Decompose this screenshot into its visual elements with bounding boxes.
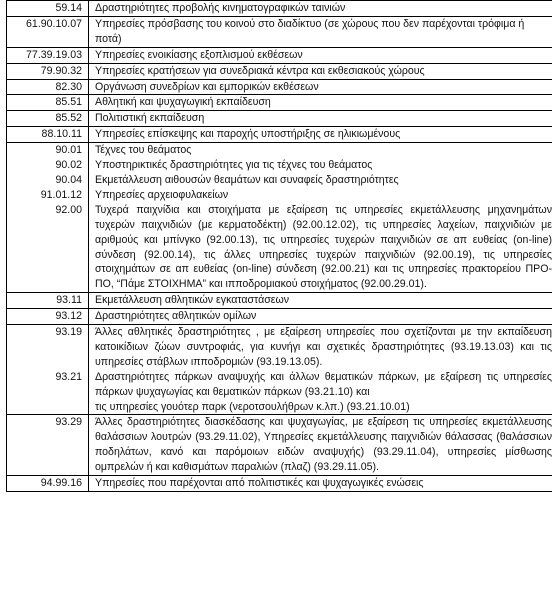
description-text: Αθλητική και ψυχαγωγική εκπαίδευση [95, 96, 271, 109]
activity-code: 88.10.11 [7, 127, 89, 143]
description-text: Υποστηρικτικές δραστηριότητες για τις τέχνες του θεάματος [95, 159, 373, 172]
activity-description [89, 188, 552, 203]
description-text: Τέχνες του θεάματος [95, 144, 192, 157]
table-row [7, 415, 552, 476]
description-text: Υπηρεσίες ενοικίασης εξοπλισμού εκθέσεων [95, 48, 303, 61]
activity-code: 93.11 [7, 293, 89, 309]
activity-description [89, 127, 552, 143]
activity-code: 94.99.16 [7, 476, 89, 492]
table-row [7, 293, 552, 309]
table-body [7, 1, 552, 492]
table-row [7, 63, 552, 79]
activity-code: 93.29 [7, 415, 89, 476]
table-row [7, 188, 552, 203]
activity-code: 79.90.32 [7, 63, 89, 79]
table-row [7, 173, 552, 188]
activity-description [89, 309, 552, 325]
activity-description [89, 203, 552, 293]
activity-description [89, 63, 552, 79]
activity-description [89, 370, 552, 415]
description-text: Υπηρεσίες που παρέχονται από πολιτιστικές και ψυχαγωγικές ενώσεις [95, 477, 424, 490]
activity-code: 90.02 [7, 158, 89, 173]
table-row [7, 203, 552, 293]
activity-description [89, 415, 552, 476]
table-row [7, 16, 552, 47]
activity-description [89, 1, 552, 17]
activity-code: 93.21 [7, 370, 89, 415]
activity-description [89, 111, 552, 127]
activity-code: 59.14 [7, 1, 89, 17]
table-row [7, 111, 552, 127]
table-row [7, 143, 552, 158]
activity-code: 91.01.12 [7, 188, 89, 203]
description-text: Εκμετάλλευση αθλητικών εγκαταστάσεων [95, 294, 290, 307]
description-text: Υπηρεσίες πρόσβασης του κοινού στο διαδίκτυο (σε χώρους που δεν παρέχονται τρόφιμα ή ποτά) [95, 17, 525, 45]
table-row [7, 158, 552, 173]
description-text: Υπηρεσίες κρατήσεων για συνεδριακά κέντρα και εκθεσιακούς χώρους [95, 64, 425, 77]
activity-code: 82.30 [7, 79, 89, 95]
activity-code: 93.19 [7, 325, 89, 370]
activity-description [89, 173, 552, 188]
table-row [7, 309, 552, 325]
table-row [7, 47, 552, 63]
activity-description [89, 47, 552, 63]
table-row [7, 1, 552, 17]
activity-code: 93.12 [7, 309, 89, 325]
description-text: Πολιτιστική εκπαίδευση [95, 112, 205, 125]
activity-description [89, 325, 552, 370]
activity-description [89, 143, 552, 158]
description-text: Δραστηριότητες προβολής κινηματογραφικών ταινιών [95, 2, 346, 14]
table-row [7, 127, 552, 143]
activity-code: 77.39.19.03 [7, 47, 89, 63]
description-text: Δραστηριότητες πάρκων αναψυχής και άλλων θεματικών πάρκων, με εξαίρεση τις υπηρεσίες πάρκων ψυχαγωγίας και θεματικών πάρκων (93.21.10) και [95, 370, 552, 398]
description-text: Τυχερά παιχνίδια και στοιχήματα με εξαίρεση τις υπηρεσίες εκμετάλλευσης μηχανημάτων τυχερών παιχνιδιών (με κερματοδέκτη) (92.00.12.02), τις υπηρεσίες λαχείων, παιχνιδιών με αριθμούς και μπίνγκο (92.00.13), τις υπηρεσίες τυχερών παιχνιδιών σε απ ευθείας (on-line) σύνδεση (92.00.14), τις άλλες υπηρεσίες τυχερών παιχνιδιών (92.00.19), τις υπηρεσίες στοιχημάτων σε απ ευθείας (on-line) σύνδεση (92.00.21) και τις υπηρεσίες πρακτορείου ΠΡΟ-ΠΟ, “Πάμε ΣΤΟΙΧΗΜΑ” και ιπποδρομιακού στοιχήματος (92.00.29.01). [95, 203, 552, 291]
activity-code: 90.04 [7, 173, 89, 188]
activity-description [89, 158, 552, 173]
activity-code: 85.51 [7, 95, 89, 111]
table-row [7, 95, 552, 111]
table-row [7, 476, 552, 492]
activity-code: 90.01 [7, 143, 89, 158]
activity-code: 92.00 [7, 203, 89, 293]
activity-code: 85.52 [7, 111, 89, 127]
activity-description [89, 16, 552, 47]
activity-description [89, 95, 552, 111]
activity-code: 61.90.10.07 [7, 16, 89, 47]
description-text: Οργάνωση συνεδρίων και εμπορικών εκθέσεων [95, 80, 319, 93]
activity-codes-table [6, 0, 552, 492]
description-text: Άλλες δραστηριότητες διασκέδασης και ψυχαγωγίας, με εξαίρεση τις υπηρεσίες εκμετάλλευσης θαλάσσιων λουτρών (93.29.11.02), Υπηρεσίες εκμετάλλευσης παιχνιδιών θάλασσας (θαλάσσιων ποδηλάτων, κανό και παρόμοιων ειδών αναψυχής) (93.29.11.04), υπηρεσίες μίσθωσης ομπρελών ή και καθισμάτων παραλιών (πλαζ) (93.29.11.05). [95, 416, 552, 474]
description-text: Εκμετάλλευση αιθουσών θεαμάτων και συναφείς δραστηριότητες [95, 173, 399, 186]
activity-description [89, 79, 552, 95]
table-row [7, 325, 552, 370]
activity-description [89, 293, 552, 309]
table-row [7, 370, 552, 415]
description-text: Υπηρεσίες επίσκεψης και παροχής υποστήριξης σε ηλικιωμένους [95, 128, 401, 141]
table-row [7, 79, 552, 95]
activity-description [89, 476, 552, 492]
description-text: Υπηρεσίες αρχειοφυλακείων [95, 188, 229, 201]
description-text: Δραστηριότητες αθλητικών ομίλων [95, 310, 257, 323]
description-text-continued: τις υπηρεσίες γουότερ παρκ (νεροτσουλήθρων κ.λπ.) (93.21.10.01) [95, 400, 410, 413]
description-text: Άλλες αθλητικές δραστηριότητες , με εξαίρεση υπηρεσίες που σχετίζονται με την εκπαίδευση κατοικίδιων ζώων συντροφιάς, για κυνήγι και σχετικές δραστηριότητες (93.19.13.03) και τις υπηρεσίες στάβλων ιπποδρομιών (93.19.13.05). [95, 326, 552, 368]
